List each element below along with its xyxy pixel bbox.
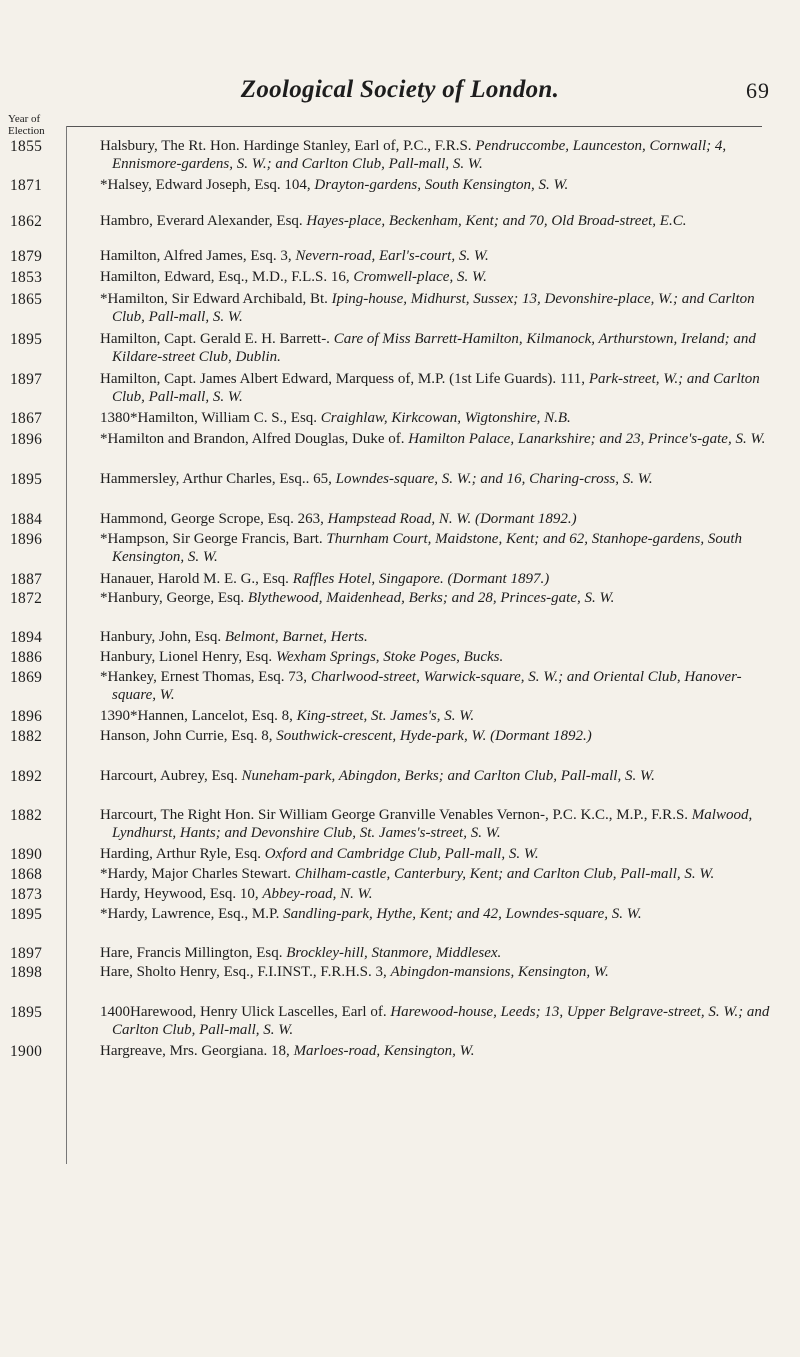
member-entry [100, 409, 772, 427]
member-entry [100, 589, 772, 607]
member-name: Hardy, Heywood, Esq. 10, [100, 886, 259, 902]
member-entry [100, 1003, 772, 1039]
member-address: Cromwell-place, S. W. [353, 269, 487, 285]
member-name: Hanbury, John, Esq. [100, 629, 222, 645]
member-entry [100, 885, 772, 903]
member-address: Lowndes-square, S. W.; and 16, Charing-cross, S. W. [335, 471, 653, 487]
member-name: Hare, Sholto Henry, Esq., F.I.INST., F.R.H.S. 3, [100, 964, 387, 980]
election-year: 1879 [10, 248, 43, 265]
member-address: Charlwood-street, Warwick-square, S. W.; and Oriental Club, Hanover-square, W. [112, 669, 742, 703]
election-year: 1887 [10, 571, 43, 588]
member-entry [100, 905, 772, 923]
member-address: Pendruccombe, Launceston, Cornwall; 4, Ennismore-gardens, S. W.; and Carlton Club, Pall-mall, S. W. [112, 138, 727, 172]
member-entry [100, 570, 772, 588]
member-name: *Hankey, Ernest Thomas, Esq. 73, [100, 669, 308, 685]
member-entry [100, 648, 772, 666]
member-address: Drayton-gardens, South Kensington, S. W. [314, 177, 569, 193]
member-entry [100, 470, 772, 488]
member-entry [100, 510, 772, 528]
member-address: Hampstead Road, N. W. (Dormant 1892.) [327, 511, 577, 527]
election-year: 1873 [10, 886, 43, 903]
member-list [100, 0, 772, 1357]
member-name: *Hanbury, George, Esq. [100, 590, 245, 606]
member-name: Harcourt, The Right Hon. Sir William George Granville Venables Vernon-, P.C. K.C., M.P., F.R.S. [100, 807, 689, 823]
column-divider [66, 126, 67, 1164]
election-year: 1900 [10, 1043, 43, 1060]
member-address: Nevern-road, Earl's-court, S. W. [295, 248, 489, 264]
member-address: Care of Miss Barrett-Hamilton, Kilmanock, Arthurstown, Ireland; and Kildare-street Club, Dublin. [112, 331, 756, 365]
election-year: 1892 [10, 768, 43, 785]
member-address: Brockley-hill, Stanmore, Middlesex. [286, 945, 502, 961]
member-name: *Halsey, Edward Joseph, Esq. 104, [100, 177, 311, 193]
election-year: 1895 [10, 906, 43, 923]
member-entry [100, 370, 772, 406]
election-year: 1855 [10, 138, 43, 155]
member-name: 1390*Hannen, Lancelot, Esq. 8, [100, 708, 293, 724]
member-entry [100, 330, 772, 366]
member-name: Halsbury, The Rt. Hon. Hardinge Stanley, Earl of, P.C., F.R.S. [100, 138, 472, 154]
member-address: Park-street, W.; and Carlton Club, Pall-mall, S. W. [112, 371, 760, 405]
member-name: Hargreave, Mrs. Georgiana. 18, [100, 1043, 290, 1059]
member-address: Sandling-park, Hythe, Kent; and 42, Lowndes-square, S. W. [283, 906, 642, 922]
member-name: Hanbury, Lionel Henry, Esq. [100, 649, 273, 665]
election-year: 1867 [10, 410, 43, 427]
member-address: Abingdon-mansions, Kensington, W. [390, 964, 609, 980]
member-entry [100, 628, 772, 646]
member-entry [100, 767, 772, 785]
election-year: 1865 [10, 291, 43, 308]
election-year: 1897 [10, 371, 43, 388]
member-address: Hamilton Palace, Lanarkshire; and 23, Prince's-gate, S. W. [408, 431, 766, 447]
member-name: 1400Harewood, Henry Ulick Lascelles, Earl of. [100, 1004, 387, 1020]
member-address: Oxford and Cambridge Club, Pall-mall, S. W. [264, 846, 539, 862]
election-year: 1896 [10, 431, 43, 448]
election-year: 1882 [10, 807, 43, 824]
election-year: 1897 [10, 945, 43, 962]
member-entry [100, 963, 772, 981]
member-address: Nuneham-park, Abingdon, Berks; and Carlton Club, Pall-mall, S. W. [241, 768, 655, 784]
member-entry [100, 176, 772, 194]
member-name: *Hampson, Sir George Francis, Bart. [100, 531, 323, 547]
election-year: 1895 [10, 1004, 43, 1021]
member-entry [100, 707, 772, 725]
member-name: *Hardy, Lawrence, Esq., M.P. [100, 906, 280, 922]
election-year: 1895 [10, 331, 43, 348]
election-year: 1862 [10, 213, 43, 230]
member-address: Blythewood, Maidenhead, Berks; and 28, Princes-gate, S. W. [247, 590, 615, 606]
election-year: 1895 [10, 471, 43, 488]
member-entry [100, 137, 772, 173]
member-name: *Hardy, Major Charles Stewart. [100, 866, 292, 882]
member-name: Hammersley, Arthur Charles, Esq.. 65, [100, 471, 332, 487]
year-column [0, 0, 66, 1357]
member-address: Southwick-crescent, Hyde-park, W. (Dormant 1892.) [276, 728, 592, 744]
member-address: Harewood-house, Leeds; 13, Upper Belgrave-street, S. W.; and Carlton Club, Pall-mall, S. W. [112, 1004, 770, 1038]
year-column-heading: Year of Election [8, 113, 45, 137]
election-year: 1868 [10, 866, 43, 883]
member-address: Wexham Springs, Stoke Poges, Bucks. [275, 649, 504, 665]
member-address: Hayes-place, Beckenham, Kent; and 70, Old Broad-street, E.C. [306, 213, 687, 229]
election-year: 1882 [10, 728, 43, 745]
member-entry [100, 212, 772, 230]
election-year: 1884 [10, 511, 43, 528]
member-name: Hambro, Everard Alexander, Esq. [100, 213, 303, 229]
member-address: Iping-house, Midhurst, Sussex; 13, Devonshire-place, W.; and Carlton Club, Pall-mall, S. W. [112, 291, 755, 325]
page-number: 69 [746, 78, 770, 103]
member-entry [100, 727, 772, 745]
member-address: Raffles Hotel, Singapore. (Dormant 1897.) [292, 571, 550, 587]
election-year: 1871 [10, 177, 43, 194]
member-name: Harding, Arthur Ryle, Esq. [100, 846, 262, 862]
member-name: Harcourt, Aubrey, Esq. [100, 768, 238, 784]
member-entry [100, 806, 772, 842]
election-year: 1886 [10, 649, 43, 666]
member-entry [100, 1042, 772, 1060]
election-year: 1896 [10, 531, 43, 548]
member-entry [100, 845, 772, 863]
member-entry [100, 268, 772, 286]
member-address: Malwood, Lyndhurst, Hants; and Devonshire Club, St. James's-street, S. W. [112, 807, 753, 841]
member-entry [100, 247, 772, 265]
member-name: Hamilton, Alfred James, Esq. 3, [100, 248, 292, 264]
member-name: Hammond, George Scrope, Esq. 263, [100, 511, 324, 527]
page-title: Zoological Society of London. [240, 76, 560, 103]
member-name: 1380*Hamilton, William C. S., Esq. [100, 410, 318, 426]
member-entry [100, 865, 772, 883]
election-year: 1853 [10, 269, 43, 286]
member-name: Hamilton, Capt. Gerald E. H. Barrett-. [100, 331, 330, 347]
member-address: Thurnham Court, Maidstone, Kent; and 62, Stanhope-gardens, South Kensington, S. W. [112, 531, 743, 565]
member-address: Belmont, Barnet, Herts. [224, 629, 368, 645]
member-name: Hamilton, Capt. James Albert Edward, Marquess of, M.P. (1st Life Guards). 111, [100, 371, 586, 387]
member-entry [100, 530, 772, 566]
member-name: *Hamilton, Sir Edward Archibald, Bt. [100, 291, 328, 307]
member-entry [100, 668, 772, 704]
member-address: Craighlaw, Kirkcowan, Wigtonshire, N.B. [320, 410, 571, 426]
member-address: Chilham-castle, Canterbury, Kent; and Carlton Club, Pall-mall, S. W. [294, 866, 715, 882]
election-year: 1894 [10, 629, 43, 646]
member-name: *Hamilton and Brandon, Alfred Douglas, Duke of. [100, 431, 405, 447]
member-entry [100, 944, 772, 962]
election-year: 1898 [10, 964, 43, 981]
election-year: 1872 [10, 590, 43, 607]
election-year: 1896 [10, 708, 43, 725]
member-address: King-street, St. James's, S. W. [296, 708, 475, 724]
member-name: Hare, Francis Millington, Esq. [100, 945, 283, 961]
member-name: Hanson, John Currie, Esq. 8, [100, 728, 273, 744]
election-year: 1890 [10, 846, 43, 863]
member-entry [100, 290, 772, 326]
member-entry [100, 430, 772, 448]
member-name: Hamilton, Edward, Esq., M.D., F.L.S. 16, [100, 269, 350, 285]
election-year: 1869 [10, 669, 43, 686]
member-address: Abbey-road, N. W. [262, 886, 373, 902]
member-address: Marloes-road, Kensington, W. [293, 1043, 475, 1059]
member-name: Hanauer, Harold M. E. G., Esq. [100, 571, 289, 587]
